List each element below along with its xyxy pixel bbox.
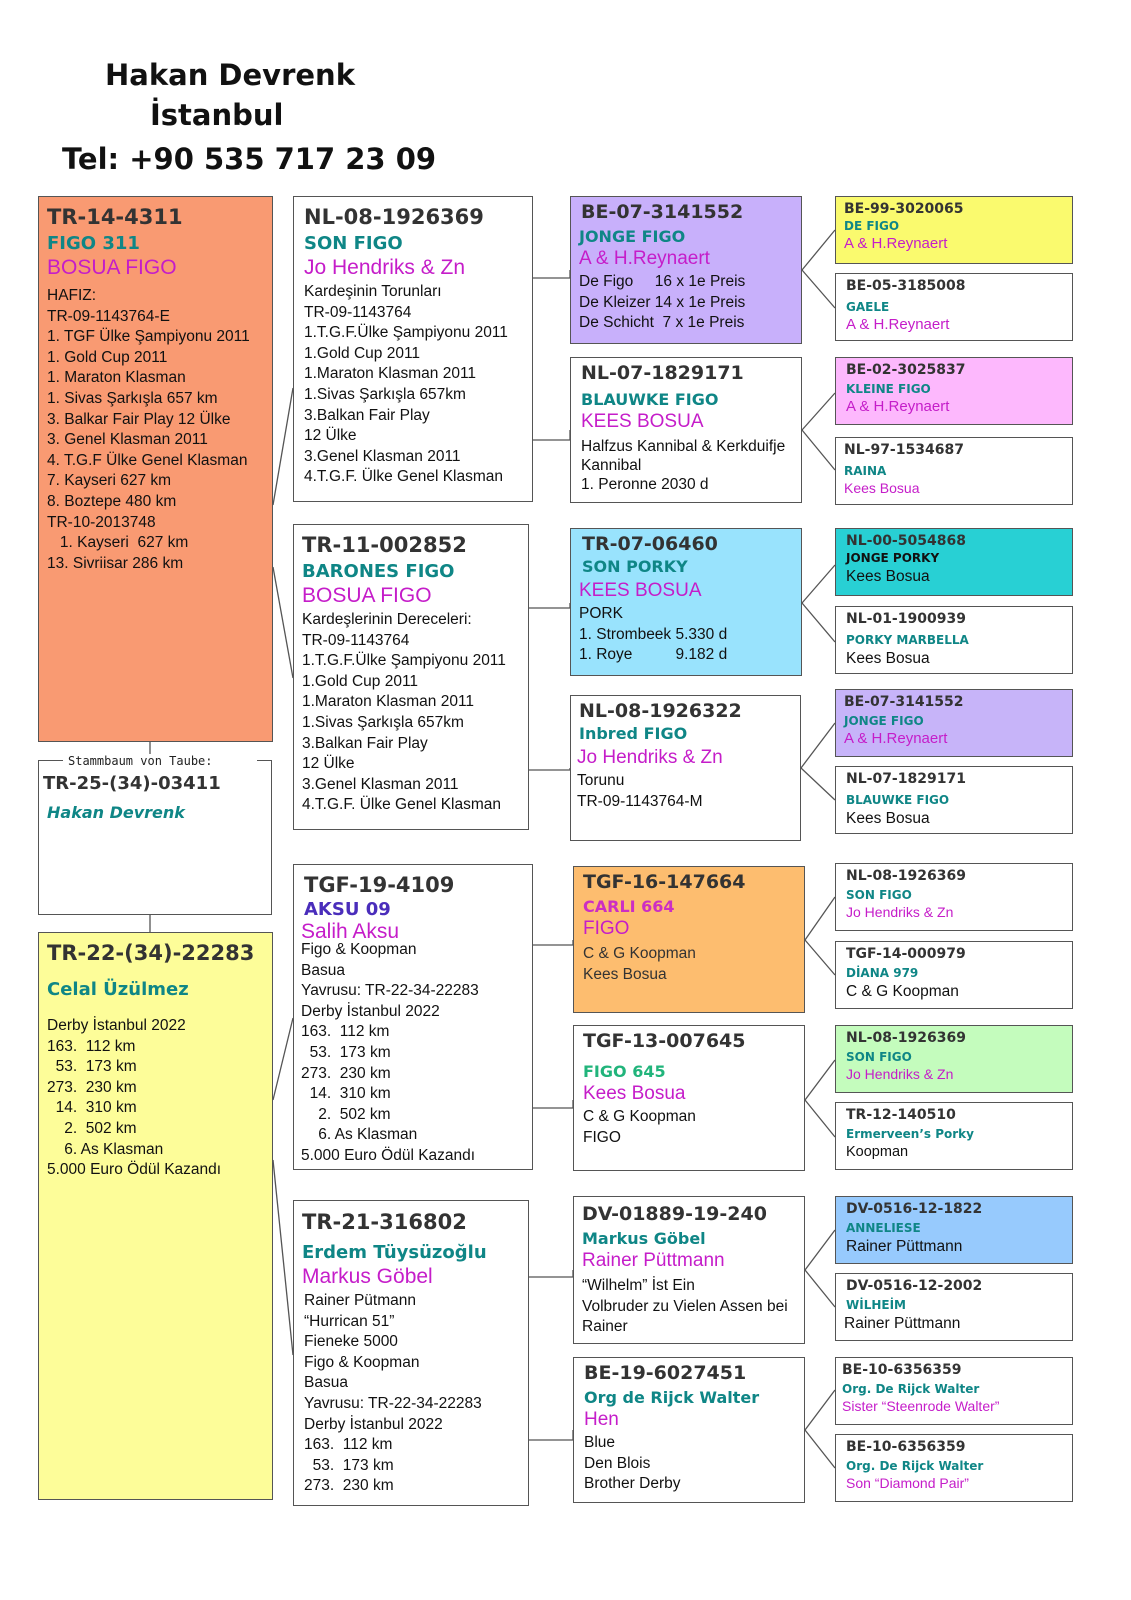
pigeon-name: JONGE FIGO [844, 714, 924, 728]
detail-line: 8. Boztepe 480 km [47, 492, 177, 510]
detail-line: TR-09-1143764 [302, 631, 410, 649]
ring-number: NL-00-5054868 [846, 533, 966, 549]
detail-line: 1.Maraton Klasman 2011 [304, 365, 477, 383]
detail-line: Koopman [846, 1144, 909, 1160]
detail-line: TR-09-1143764 [304, 303, 412, 321]
detail-line: 1. Kayseri 627 km [47, 534, 189, 552]
ring-number: TGF-16-147664 [583, 871, 746, 893]
breeder-name: Kees Bosua [844, 480, 920, 496]
grandparent-card [293, 524, 529, 830]
detail-line: 6. As Klasman [47, 1140, 164, 1158]
detail-line: 1. Peronne 2030 d [581, 476, 709, 493]
detail-line: Derby İstanbul 2022 [301, 1002, 440, 1020]
detail-line: C & G Koopman [583, 1108, 696, 1125]
pigeon-name: BLAUWKE FIGO [581, 390, 719, 409]
pigeon-name: SON FIGO [846, 1050, 912, 1064]
breeder-name: Markus Göbel [302, 1265, 433, 1288]
great-grandparent-card [573, 1196, 805, 1344]
detail-line: Basua [301, 961, 345, 979]
detail-line: De Figo 16 x 1e Preis [579, 273, 746, 290]
detail-line: 4.T.G.F. Ülke Genel Klasman [302, 796, 501, 814]
detail-line: 14. 310 km [301, 1085, 391, 1103]
detail-line: 3.Balkan Fair Play [304, 406, 430, 424]
ring-number: NL-08-1926322 [579, 700, 742, 722]
detail-line: PORK [579, 605, 623, 622]
detail-line: Halfzus Kannibal & Kerkduifje [581, 438, 786, 455]
ring-number: TGF-14-000979 [846, 946, 966, 962]
great-grandparent-card [573, 866, 805, 1013]
ring-number: TR-11-002852 [302, 533, 467, 557]
great-grandparent-card [573, 1357, 805, 1503]
detail-line: 273. 230 km [301, 1064, 391, 1082]
pigeon-name: AKSU 09 [304, 899, 391, 920]
breeder-name: A & H.Reynaert [846, 398, 950, 415]
owner-name: Hakan Devrenk [105, 58, 355, 92]
grandparent-card [293, 1200, 529, 1506]
stammbaum-caption: Stammbaum von Taube: [65, 754, 216, 768]
pigeon-name: JONGE FIGO [579, 227, 686, 246]
detail-line: 13. Sivriisar 286 km [47, 554, 184, 572]
pigeon-name: RAINA [844, 464, 887, 478]
ring-number: NL-08-1926369 [846, 868, 966, 884]
detail-line: 1. Gold Cup 2011 [47, 348, 168, 366]
subject-owner: Hakan Devrenk [47, 803, 185, 822]
great-grandparent-card [570, 695, 801, 841]
ancestor-card [835, 357, 1073, 425]
ancestor-card [835, 196, 1073, 264]
ancestor-card [835, 437, 1073, 505]
ancestor-card [835, 1102, 1073, 1170]
ancestor-card [835, 273, 1073, 341]
detail-line: 3.Genel Klasman 2011 [304, 447, 461, 465]
ancestor-card [835, 1273, 1073, 1341]
detail-line: De Kleizer 14 x 1e Preis [579, 293, 746, 311]
detail-line: Yavrusu: TR-22-34-22283 [304, 1394, 482, 1412]
ancestor-card [835, 1434, 1073, 1502]
detail-line: 1. Sivas Şarkışla 657 km [47, 389, 218, 407]
ring-number: BE-07-3141552 [844, 694, 964, 710]
detail-line: 1. Maraton Klasman [47, 369, 186, 387]
detail-line: FIGO [583, 1128, 621, 1146]
ring-number: DV-0516-12-1822 [846, 1201, 983, 1217]
great-grandparent-card [573, 1025, 805, 1171]
pigeon-name: Ermerveen’s Porky [846, 1127, 974, 1141]
ring-number: TR-21-316802 [302, 1210, 467, 1234]
ring-number: BE-05-3185008 [846, 278, 966, 294]
detail-line: Rainer Püttmann [846, 1238, 963, 1255]
detail-line: Fieneke 5000 [304, 1333, 398, 1351]
detail-line: 53. 173 km [304, 1456, 394, 1474]
pigeon-name: DİANA 979 [846, 966, 919, 980]
detail-line: 1.Gold Cup 2011 [302, 672, 419, 690]
pigeon-name: BARONES FIGO [302, 561, 455, 582]
ring-number: NL-07-1829171 [846, 771, 966, 787]
ancestor-card [835, 1025, 1073, 1093]
breeder-name: FIGO [583, 918, 630, 939]
grandparent-card [293, 864, 533, 1170]
ring-number: NL-08-1926369 [846, 1030, 966, 1046]
ring-number: TGF-13-007645 [583, 1030, 746, 1052]
detail-line: Torunu [577, 772, 625, 789]
pigeon-name: CARLI 664 [583, 897, 675, 916]
great-grandparent-card [570, 196, 802, 344]
ring-number: DV-01889-19-240 [582, 1203, 767, 1225]
breeder-name: Sister “Steenrode Walter” [842, 1398, 1000, 1414]
detail-line: Kees Bosua [846, 568, 930, 585]
breeder-name: A & H.Reynaert [844, 730, 948, 747]
detail-line: Yavrusu: TR-22-34-22283 [301, 982, 479, 1000]
detail-line: TR-09-1143764-E [47, 307, 170, 325]
breeder-name: Salih Aksu [301, 920, 400, 943]
detail-line: 4. T.G.F Ülke Genel Klasman [47, 451, 248, 469]
ring-number: NL-08-1926369 [304, 205, 484, 229]
detail-line: 273. 230 km [304, 1477, 394, 1495]
breeder-name: BOSUA FIGO [302, 584, 432, 607]
detail-line: De Schicht 7 x 1e Preis [579, 314, 745, 332]
owner-city: İstanbul [150, 98, 284, 132]
breeder-name: KEES BOSUA [579, 580, 702, 601]
ancestor-card [835, 528, 1073, 596]
detail-line: 3.Genel Klasman 2011 [302, 775, 459, 793]
dam-card [38, 932, 273, 1500]
pigeon-name: PORKY MARBELLA [846, 633, 969, 647]
ring-number: TR-22-(34)-22283 [47, 941, 255, 965]
ring-number: BE-07-3141552 [581, 201, 744, 223]
ring-number: TR-14-4311 [47, 205, 183, 229]
detail-line: 2. 502 km [47, 1119, 137, 1137]
detail-line: 1.Gold Cup 2011 [304, 344, 421, 362]
detail-line: Figo & Koopman [304, 1353, 420, 1371]
detail-line: TR-10-2013748 [47, 513, 156, 531]
detail-line: 7. Kayseri 627 km [47, 472, 172, 490]
ring-number: BE-19-6027451 [584, 1362, 747, 1384]
great-grandparent-card [570, 357, 802, 503]
ring-number: TR-12-140510 [846, 1107, 956, 1123]
detail-line: Kardeşlerinin Dereceleri: [302, 611, 472, 628]
detail-line: Figo & Koopman [301, 941, 417, 958]
ancestor-card [835, 1196, 1073, 1264]
detail-line: 4.T.G.F. Ülke Genel Klasman [304, 468, 503, 486]
breeder-name: Jo Hendriks & Zn [846, 904, 954, 920]
detail-line: 1.Maraton Klasman 2011 [302, 693, 475, 711]
pigeon-name: Inbred FIGO [579, 724, 688, 743]
detail-line: 6. As Klasman [301, 1126, 418, 1144]
detail-line: Kardeşinin Torunları [304, 283, 442, 300]
subject-ring-number: TR-25-(34)-03411 [43, 773, 221, 794]
ring-number: NL-01-1900939 [846, 611, 966, 627]
pigeon-name: GAELE [846, 300, 890, 314]
ancestor-card [835, 689, 1073, 757]
detail-line: 2. 502 km [301, 1105, 391, 1123]
detail-line: Basua [304, 1374, 348, 1392]
pigeon-name: Org de Rijck Walter [584, 1388, 760, 1407]
detail-line: “Wilhelm” İst Ein [582, 1277, 695, 1294]
ancestor-card [835, 863, 1073, 931]
breeder-name: A & H.Reynaert [579, 248, 710, 269]
detail-line: 1.T.G.F.Ülke Şampiyonu 2011 [302, 652, 506, 670]
detail-line: Kees Bosua [846, 650, 930, 667]
pigeon-name: Org. De Rijck Walter [842, 1382, 980, 1396]
detail-line: 53. 173 km [301, 1043, 391, 1061]
pigeon-name: SON FIGO [304, 233, 403, 254]
detail-line: Derby İstanbul 2022 [47, 1017, 186, 1034]
breeder-name: KEES BOSUA [581, 411, 704, 432]
detail-line: Rainer [582, 1318, 628, 1336]
grandparent-card [293, 196, 533, 502]
breeder-name: Jo Hendriks & Zn [846, 1066, 954, 1082]
pigeon-name: FIGO 311 [47, 233, 140, 254]
detail-line: 1.Sivas Şarkışla 657km [302, 713, 464, 731]
ancestor-card [835, 766, 1073, 834]
breeder-name: Rainer Püttmann [582, 1250, 725, 1271]
detail-line: C & G Koopman [846, 983, 959, 1000]
detail-line: 14. 310 km [47, 1099, 137, 1117]
detail-line: Brother Derby [584, 1475, 681, 1493]
pigeon-name: KLEINE FIGO [846, 382, 931, 396]
pigeon-name: Celal Üzülmez [47, 979, 189, 1000]
pigeon-name: SON FIGO [846, 888, 912, 902]
ring-number: TGF-19-4109 [304, 873, 455, 897]
detail-line: 1. Strombeek 5.330 d [579, 625, 728, 643]
ancestor-card [835, 1357, 1073, 1425]
sire-card [38, 196, 273, 742]
pigeon-name: SON PORKY [582, 557, 688, 576]
detail-line: Kees Bosua [846, 810, 930, 827]
detail-line: 3. Balkar Fair Play 12 Ülke [47, 410, 231, 428]
pigeon-name: WİLHEİM [846, 1298, 906, 1312]
detail-line: 3. Genel Klasman 2011 [47, 431, 208, 449]
breeder-name: A & H.Reynaert [846, 316, 950, 333]
detail-line: 3.Balkan Fair Play [302, 734, 428, 752]
detail-line: C & G Koopman [583, 945, 696, 962]
ring-number: BE-10-6356359 [846, 1439, 966, 1455]
detail-line: Rainer Püttmann [844, 1315, 961, 1332]
ancestor-card [835, 606, 1073, 674]
detail-line: Den Blois [584, 1454, 651, 1472]
pigeon-name: Markus Göbel [582, 1229, 706, 1248]
pigeon-name: DE FIGO [844, 219, 900, 233]
pigeon-name: ANNELIESE [846, 1221, 921, 1235]
detail-line: 53. 173 km [47, 1058, 137, 1076]
ring-number: DV-0516-12-2002 [846, 1278, 983, 1294]
pigeon-name: FIGO 645 [583, 1062, 666, 1081]
ring-number: NL-07-1829171 [581, 362, 744, 384]
detail-line: Kees Bosua [583, 965, 667, 983]
ring-number: BE-10-6356359 [842, 1362, 962, 1378]
breeder-name: Son “Diamond Pair” [846, 1475, 969, 1491]
ring-number: TR-07-06460 [582, 533, 718, 555]
detail-line: 273. 230 km [47, 1078, 137, 1096]
detail-line: Derby İstanbul 2022 [304, 1415, 443, 1433]
detail-line: 12 Ülke [302, 755, 355, 773]
detail-line: Volbruder zu Vielen Assen bei [582, 1297, 788, 1315]
breeder-name: Jo Hendriks & Zn [577, 747, 723, 768]
detail-line: 12 Ülke [304, 427, 357, 445]
owner-phone: Tel: +90 535 717 23 09 [62, 142, 437, 176]
breeder-name: Hen [584, 1409, 619, 1430]
ring-number: NL-97-1534687 [844, 442, 964, 458]
detail-line: 5.000 Euro Ödül Kazandı [47, 1161, 222, 1179]
detail-line: Kannibal [581, 457, 642, 474]
detail-line: “Hurrican 51” [304, 1312, 395, 1330]
ring-number: BE-99-3020065 [844, 201, 964, 217]
ancestor-card [835, 941, 1073, 1009]
detail-line: 1.T.G.F.Ülke Şampiyonu 2011 [304, 324, 508, 342]
pigeon-name: BLAUWKE FIGO [846, 793, 950, 807]
detail-line: 1.Sivas Şarkışla 657km [304, 385, 466, 403]
detail-line: 1. TGF Ülke Şampiyonu 2011 [47, 328, 250, 346]
detail-line: HAFIZ: [47, 287, 97, 304]
stammbaum-card [38, 754, 272, 915]
breeder-name: Jo Hendriks & Zn [304, 256, 466, 279]
pigeon-name: Org. De Rijck Walter [846, 1459, 984, 1473]
ring-number: BE-02-3025837 [846, 362, 966, 378]
detail-line: 5.000 Euro Ödül Kazandı [301, 1146, 476, 1164]
breeder-name: Kees Bosua [583, 1083, 686, 1104]
detail-line: 163. 112 km [47, 1037, 136, 1055]
detail-line: 163. 112 km [304, 1436, 393, 1454]
breeder-name: BOSUA FIGO [47, 256, 177, 279]
detail-line: TR-09-1143764-M [577, 792, 703, 810]
detail-line: 163. 112 km [301, 1023, 390, 1041]
detail-line: 1. Roye 9.182 d [579, 646, 728, 664]
pigeon-name: Erdem Tüysüzoğlu [302, 1242, 487, 1263]
great-grandparent-card [570, 528, 802, 676]
detail-line: Blue [584, 1434, 616, 1451]
pigeon-name: JONGE PORKY [846, 551, 940, 565]
breeder-name: A & H.Reynaert [844, 235, 948, 252]
detail-line: Rainer Pütmann [304, 1292, 417, 1309]
